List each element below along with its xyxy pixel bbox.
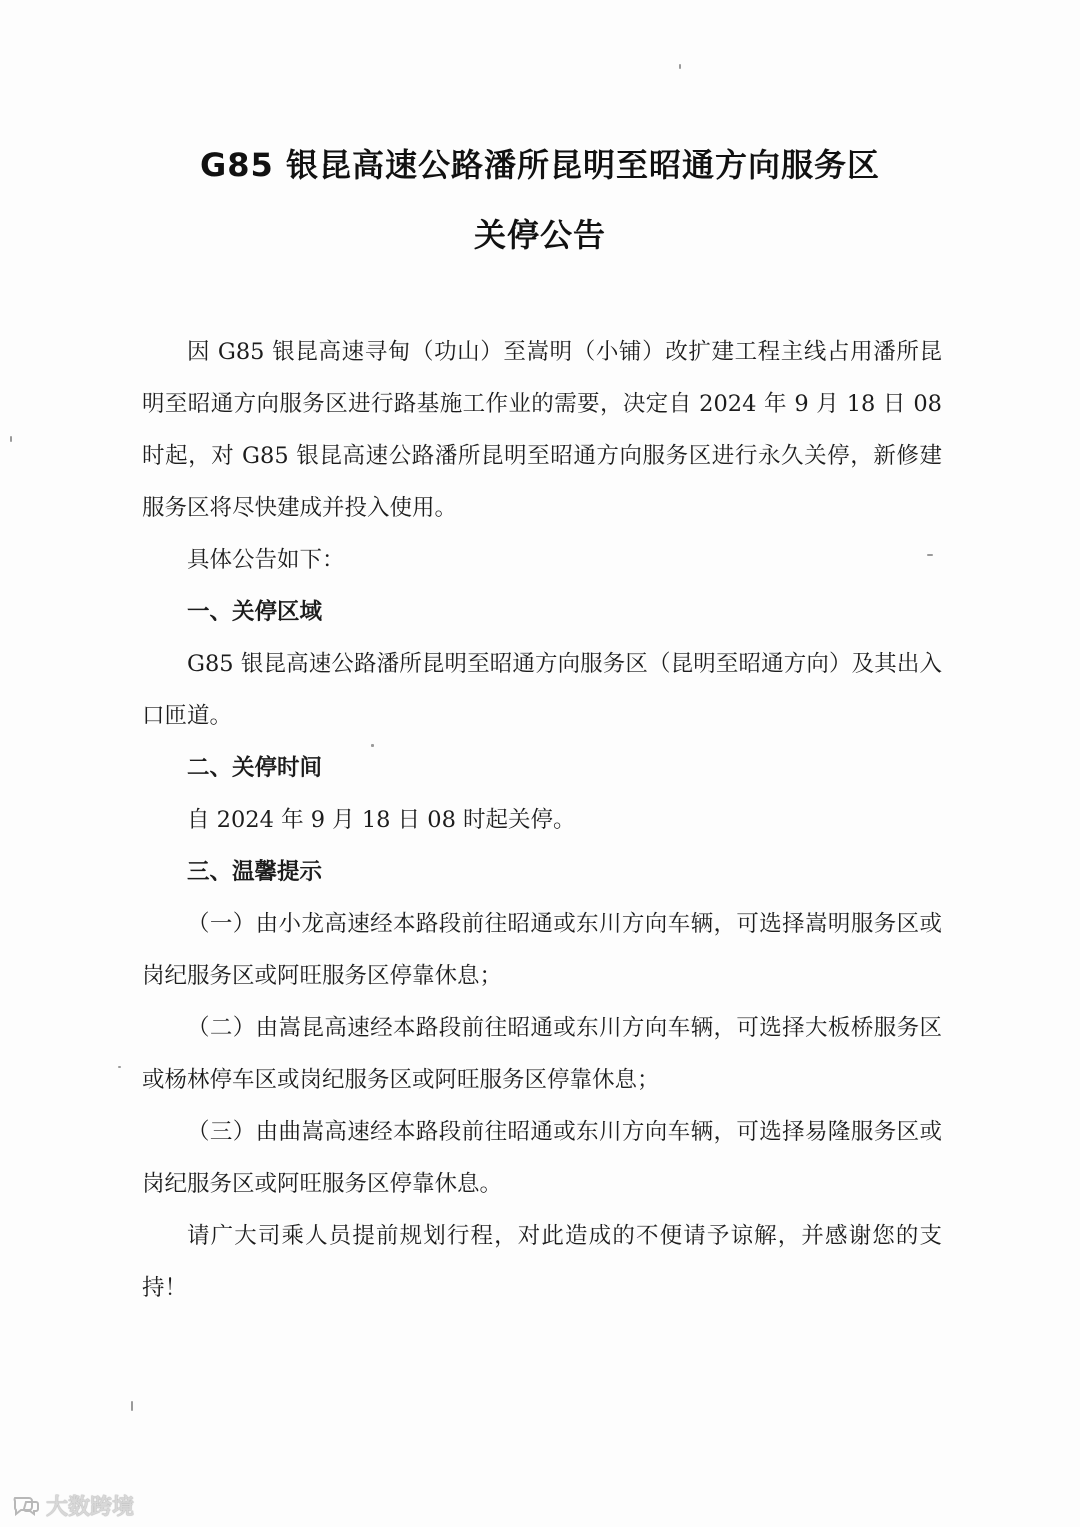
tip-paragraph-2: （二）由嵩昆高速经本路段前往昭通或东川方向车辆，可选择大板桥服务区或杨林停车区或岗纪服务区或阿旺服务区停靠休息； <box>142 1015 942 1093</box>
watermark <box>12 1490 134 1521</box>
intro-paragraph: 因 G85 银昆高速寻甸（功山）至嵩明（小铺）改扩建工程主线占用潘所昆明至昭通方向服务区进行路基施工作业的需要，决定自 2024 年 9 月 18 日 08 时起，对 G85 银昆高速公路潘所昆明至昭通方向服务区进行永久关停，新修建服务区将尽快建成并投入使用。 <box>142 339 942 521</box>
document-body <box>142 326 942 1314</box>
closing-paragraph: 请广大司乘人员提前规划行程，对此造成的不便请予谅解，并感谢您的支持！ <box>142 1223 942 1301</box>
closure-time-paragraph: 自 2024 年 9 月 18 日 08 时起关停。 <box>187 807 576 833</box>
watermark-text: 大数跨境 <box>46 1495 135 1520</box>
tip-paragraph-3: （三）由曲嵩高速经本路段前往昭通或东川方向车辆，可选择易隆服务区或岗纪服务区或阿旺服务区停靠休息。 <box>142 1119 942 1197</box>
title-line-2: 关停公告 <box>473 216 606 254</box>
closure-area-paragraph: G85 银昆高速公路潘所昆明至昭通方向服务区（昆明至昭通方向）及其出入口匝道。 <box>142 651 942 729</box>
section-heading-tips: 三、温馨提示 <box>187 859 323 885</box>
tip-paragraph-1: （一）由小龙高速经本路段前往昭通或东川方向车辆，可选择嵩明服务区或岗纪服务区或阿旺服务区停靠休息； <box>142 911 942 989</box>
section-heading-closure-time: 二、关停时间 <box>187 755 323 781</box>
chat-bubble-logo-icon <box>12 1495 40 1517</box>
section-heading-closure-area: 一、关停区域 <box>187 599 323 625</box>
lead-paragraph: 具体公告如下： <box>187 547 345 573</box>
title-line-1: G85 银昆高速公路潘所昆明至昭通方向服务区 <box>200 146 880 184</box>
